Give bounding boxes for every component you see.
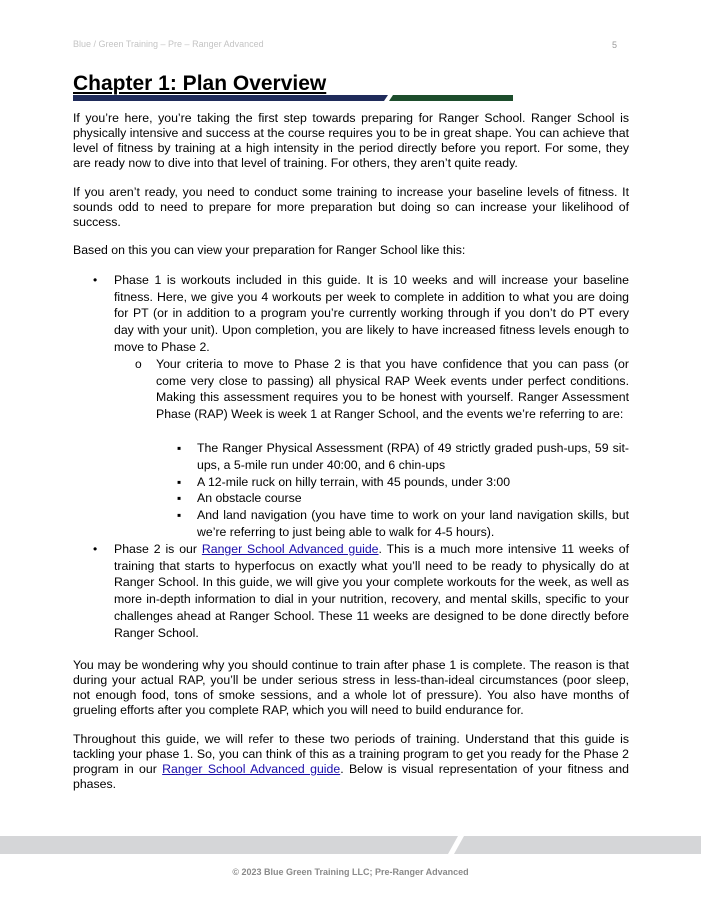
paragraph-two-periods <box>73 732 629 792</box>
phase1-criteria: Your criteria to move to Phase 2 is that you have confidence that you can pass (or come very close to passing) all physical RAP Week events under perfect conditions. Making this assessment requires you to be honest with yourself. Ranger Assessment Phase (RAP) Week is week 1 at Ranger School, and the events we’re referring to are: <box>156 357 629 422</box>
square-bullet: ▪ <box>177 441 182 455</box>
list-bullet: • <box>93 542 98 556</box>
footer-copyright: © 2023 Blue Green Training LLC; Pre-Ranger Advanced <box>232 867 469 877</box>
paragraph-view: Based on this you can view your preparation for Ranger School like this: <box>73 243 466 257</box>
phase2-text-start: Phase 2 is our <box>114 542 202 556</box>
event-item: The Ranger Physical Assessment (RPA) of 49 strictly graded push-ups, 59 sit-ups, a 5-mile run under 40:00, and 6 chin-ups <box>197 441 629 472</box>
chapter-title: Chapter 1: Plan Overview <box>73 72 327 95</box>
footer-band-left <box>0 836 458 854</box>
event-item: A 12-mile ruck on hilly terrain, with 45 pounds, under 3:00 <box>197 475 511 489</box>
square-bullet: ▪ <box>177 508 182 522</box>
square-bullet: ▪ <box>177 491 182 505</box>
paragraph-two-periods-start: Throughout this guide, we will refer to these two periods of training. Understand that this guide is tackling your phase 1. So, you can think of this as a training program to get you ready for the Phase 2 program in our <box>73 732 629 776</box>
list-bullet: • <box>93 273 98 287</box>
square-bullet: ▪ <box>177 475 182 489</box>
page-number: 5 <box>612 40 618 50</box>
title-rule-navy <box>73 95 388 101</box>
phase2-text-rest: . This is a much more intensive 11 weeks of training that starts to hyperfocus on exactly what you’ll need to be ready to physically do at Ranger School. In this guide, we will give you your complete workouts for the week, as well as more in-depth information to dial in your nutrition, recovery, and mental skills, specific to your challenges ahead at Ranger School. These 11 weeks are designed to be done directly before Ranger School. <box>114 542 629 640</box>
title-rule <box>73 95 513 101</box>
paragraph-baseline: If you aren’t ready, you need to conduct some training to increase your baseline levels of fitness. It sounds odd to need to prepare for more preparation but doing so can increase your likelihood of success. <box>73 185 629 229</box>
paragraph-intro: If you’re here, you’re taking the first step towards preparing for Ranger School. Ranger School is physically intensive and success at the course requires you to be in great shape. You can achieve that level of fitness by training at a high intensity in the period directly before you report. For some, they are ready now to dive into that level of training. For others, they aren’t quite ready. <box>73 111 629 170</box>
event-item: An obstacle course <box>197 491 302 505</box>
sub-bullet: o <box>135 357 142 371</box>
phase1-text: Phase 1 is workouts included in this guide. It is 10 weeks and will increase your baseline fitness. Here, we give you 4 workouts per week to complete in addition to what you are doing for PT (or in addition to a program you’re currently working through if you don’t do PT every day with your unit). Upon completion, you are likely to have increased fitness levels enough to move to Phase 2. <box>114 273 629 354</box>
running-header: Blue / Green Training – Pre – Ranger Advanced <box>73 39 264 49</box>
paragraph-why-continue: You may be wondering why you should continue to train after phase 1 is complete. The reason is that during your actual RAP, you’ll be under serious stress in less-than-ideal circumstances (poor sleep, not enough food, tons of smoke sessions, and a whole lot of pressure). You also have months of grueling efforts after you complete RAP, which you will need to build endurance for. <box>73 658 629 717</box>
ranger-school-advanced-link[interactable]: Ranger School Advanced guide <box>162 762 341 776</box>
footer-band-right <box>454 836 701 854</box>
footer-band <box>0 836 701 854</box>
ranger-school-advanced-link[interactable]: Ranger School Advanced guide <box>201 542 379 556</box>
event-item: And land navigation (you have time to work on your land navigation skills, but we’re referring to just being able to walk for 4-5 hours). <box>197 508 629 539</box>
paragraph-two-periods-end: . Below is visual representation of your fitness and phases. <box>73 762 629 791</box>
phase2-text <box>114 541 629 641</box>
title-rule-green <box>389 95 513 101</box>
